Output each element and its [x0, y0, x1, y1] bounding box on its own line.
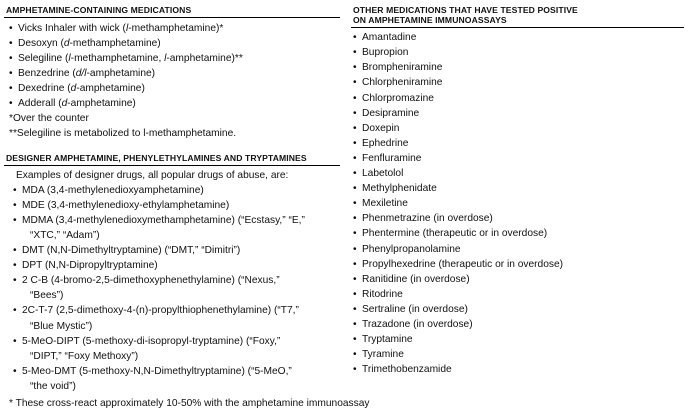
bullet-icon: • — [353, 137, 357, 149]
list-item — [353, 151, 684, 166]
item-text: -methamphetamine)* — [128, 22, 224, 34]
list-item — [353, 287, 684, 302]
item-text-continued: “DIPT,” “Foxy Methoxy”) — [30, 350, 139, 362]
list-item — [353, 226, 684, 241]
item-text: MDE (3,4-methylenedioxy-ethylamphetamine) — [22, 199, 230, 211]
bullet-icon: • — [13, 245, 17, 257]
list-item — [353, 272, 684, 287]
list-item — [353, 75, 684, 90]
bullet-icon: • — [13, 184, 17, 196]
item-text: Trazadone (in overdose) — [362, 318, 473, 330]
bullet-icon: • — [353, 288, 357, 300]
list-item — [353, 45, 684, 60]
bullet-icon: • — [13, 199, 17, 211]
list-item — [13, 334, 340, 364]
list-item — [9, 21, 340, 36]
bullet-icon: • — [353, 318, 357, 330]
item-text: Brompheniramine — [362, 62, 443, 74]
list-item — [13, 258, 340, 273]
other-header-line1: OTHER MEDICATIONS THAT HAVE TESTED POSITIVE — [353, 5, 578, 15]
item-text: Vicks Inhaler with wick ( — [18, 22, 126, 34]
item-text: Adderall ( — [18, 98, 62, 110]
item-text: -amphetamine) — [67, 98, 136, 110]
item-text-continued: “XTC,” “Adam”) — [30, 229, 100, 241]
bullet-icon: • — [13, 275, 17, 287]
item-text: Trimethobenzamide — [362, 364, 452, 376]
bullet-icon: • — [353, 198, 357, 210]
list-item — [353, 257, 684, 272]
item-text: Ranitidine (in overdose) — [362, 273, 470, 285]
designer-drugs-section — [4, 154, 340, 394]
list-item — [9, 51, 340, 66]
list-item — [353, 317, 684, 332]
bullet-icon: • — [9, 52, 13, 64]
bullet-icon: • — [353, 47, 357, 59]
designer-intro: Examples of designer drugs, all popular drugs of abuse, are: — [16, 169, 289, 181]
list-item — [353, 106, 684, 121]
other-medications-list — [351, 28, 684, 377]
item-text: Chlorpheniramine — [362, 77, 443, 89]
item-text: Fenfluramine — [362, 152, 422, 164]
item-isomer: d/l — [75, 67, 87, 79]
other-medications-section — [351, 6, 684, 377]
item-isomer: d — [70, 82, 77, 94]
list-item — [353, 332, 684, 347]
item-text: Mexiletine — [362, 198, 408, 210]
item-text: Ritodrine — [362, 288, 403, 300]
bullet-icon: • — [353, 243, 357, 255]
bullet-icon: • — [353, 92, 357, 104]
bullet-icon: • — [13, 335, 17, 347]
item-text: MDMA (3,4-methylenedioxymethamphetamine) (“Ecstasy,” “E,” — [22, 214, 305, 226]
bullet-icon: • — [353, 152, 357, 164]
item-text: DMT (N,N-Dimethyltryptamine) (“DMT,” “Dimitri”) — [22, 245, 241, 257]
list-item — [13, 198, 340, 213]
selegiline-note: **Selegiline is metabolized to l-methamphetamine. — [9, 128, 237, 140]
bullet-icon: • — [353, 183, 357, 195]
list-item — [353, 196, 684, 211]
list-item — [13, 183, 340, 198]
item-text: -amphetamine)** — [166, 52, 243, 64]
list-item — [353, 166, 684, 181]
list-item — [353, 242, 684, 257]
list-item — [353, 211, 684, 226]
list-item — [353, 30, 684, 45]
item-text: 5-Meo-DMT (5-methoxy-N,N-Dimethyltryptamine) (“5-MeO,” — [22, 365, 292, 377]
bullet-icon: • — [353, 32, 357, 44]
item-isomer: l — [125, 22, 129, 34]
list-item — [13, 303, 340, 333]
item-text: Desoxyn ( — [18, 37, 64, 49]
list-item — [353, 181, 684, 196]
amphetamine-medications-list — [4, 18, 340, 112]
item-text: Ephedrine — [362, 137, 409, 149]
item-text: Labetolol — [362, 168, 404, 180]
bullet-icon: • — [353, 77, 357, 89]
item-text: 5-MeO-DIPT (5-methoxy-di-isopropyl-tryptamine) (“Foxy,” — [22, 335, 281, 347]
bullet-icon: • — [353, 273, 357, 285]
list-item — [353, 302, 684, 317]
bullet-icon: • — [9, 98, 13, 110]
item-text: 2C-T-7 (2,5-dimethoxy-4-(n)-propylthiophenethylamine) (“T7,” — [22, 305, 299, 317]
item-text-continued: “Bees”) — [30, 290, 64, 302]
list-item — [353, 136, 684, 151]
list-item — [9, 36, 340, 51]
amphetamine-section-header: AMPHETAMINE-CONTAINING MEDICATIONS — [4, 6, 340, 18]
bullet-icon: • — [353, 107, 357, 119]
item-text: Phentermine (therapeutic or in overdose) — [362, 228, 548, 240]
bullet-icon: • — [13, 365, 17, 377]
item-text-continued: “the void”) — [30, 380, 76, 392]
bullet-icon: • — [353, 334, 357, 346]
list-item — [353, 362, 684, 377]
list-item — [9, 81, 340, 96]
item-text: -amphetamine) — [86, 67, 156, 79]
amphetamine-medications-section — [4, 6, 340, 141]
bullet-icon: • — [9, 67, 13, 79]
item-text: Benzedrine ( — [18, 67, 76, 79]
item-text: Phenmetrazine (in overdose) — [362, 213, 493, 225]
bullet-icon: • — [353, 364, 357, 376]
list-item — [13, 273, 340, 303]
list-item — [9, 66, 340, 81]
bullet-icon: • — [353, 168, 357, 180]
list-item — [353, 121, 684, 136]
item-text: Chlorpromazine — [362, 92, 434, 104]
item-isomer: d — [61, 98, 68, 110]
bullet-icon: • — [13, 214, 17, 226]
item-text: Bupropion — [362, 47, 409, 59]
item-isomer: l — [68, 52, 71, 64]
item-isomer: d — [63, 37, 70, 49]
item-text: 2 C-B (4-bromo-2,5-dimethoxyphenethylamine) (“Nexus,” — [22, 275, 280, 287]
item-text: Tyramine — [362, 349, 404, 361]
item-isomer: l — [164, 52, 167, 64]
bullet-icon: • — [13, 260, 17, 272]
other-header-line2: ON AMPHETAMINE IMMUNOASSAYS — [353, 14, 507, 25]
item-text: DPT (N,N-Dipropyltryptamine) — [22, 260, 158, 272]
item-text: Selegiline ( — [18, 52, 69, 64]
item-text-continued: “Blue Mystic”) — [30, 320, 93, 332]
bullet-icon: • — [353, 228, 357, 240]
list-item — [353, 91, 684, 106]
bullet-icon: • — [353, 258, 357, 270]
item-text: Tryptamine — [362, 334, 413, 346]
list-item — [353, 347, 684, 362]
list-item — [9, 96, 340, 111]
bullet-icon: • — [13, 305, 17, 317]
list-item — [13, 364, 340, 394]
item-text: Amantadine — [362, 32, 417, 44]
over-the-counter-note: *Over the counter — [9, 113, 89, 125]
bullet-icon: • — [9, 37, 13, 49]
item-text: -amphetamine) — [76, 82, 145, 94]
item-text: -methamphetamine, — [70, 52, 165, 64]
designer-drugs-list — [4, 183, 340, 394]
list-item — [353, 60, 684, 75]
bullet-icon: • — [353, 62, 357, 74]
item-text: Propylhexedrine (therapeutic or in overdose) — [362, 258, 564, 270]
designer-section-header: DESIGNER AMPHETAMINE, PHENYLETHYLAMINES AND TRYPTAMINES — [4, 154, 340, 166]
cross-reactivity-footnote: * These cross-react approximately 10-50% with the amphetamine immunoassay — [9, 398, 370, 409]
item-text: Phenylpropanolamine — [362, 243, 461, 255]
item-text: Desipramine — [362, 107, 420, 119]
item-text: Sertraline (in overdose) — [362, 303, 468, 315]
bullet-icon: • — [353, 122, 357, 134]
bullet-icon: • — [353, 213, 357, 225]
item-text: Methylphenidate — [362, 183, 437, 195]
item-text: Doxepin — [362, 122, 400, 134]
list-item — [13, 213, 340, 243]
item-text: Dexedrine ( — [18, 82, 71, 94]
item-text: -methamphetamine) — [69, 37, 161, 49]
bullet-icon: • — [9, 22, 13, 34]
item-text: MDA (3,4-methylenedioxyamphetamine) — [22, 184, 204, 196]
bullet-icon: • — [353, 303, 357, 315]
other-section-header — [351, 6, 684, 28]
bullet-icon: • — [9, 82, 13, 94]
list-item — [13, 243, 340, 258]
bullet-icon: • — [353, 349, 357, 361]
